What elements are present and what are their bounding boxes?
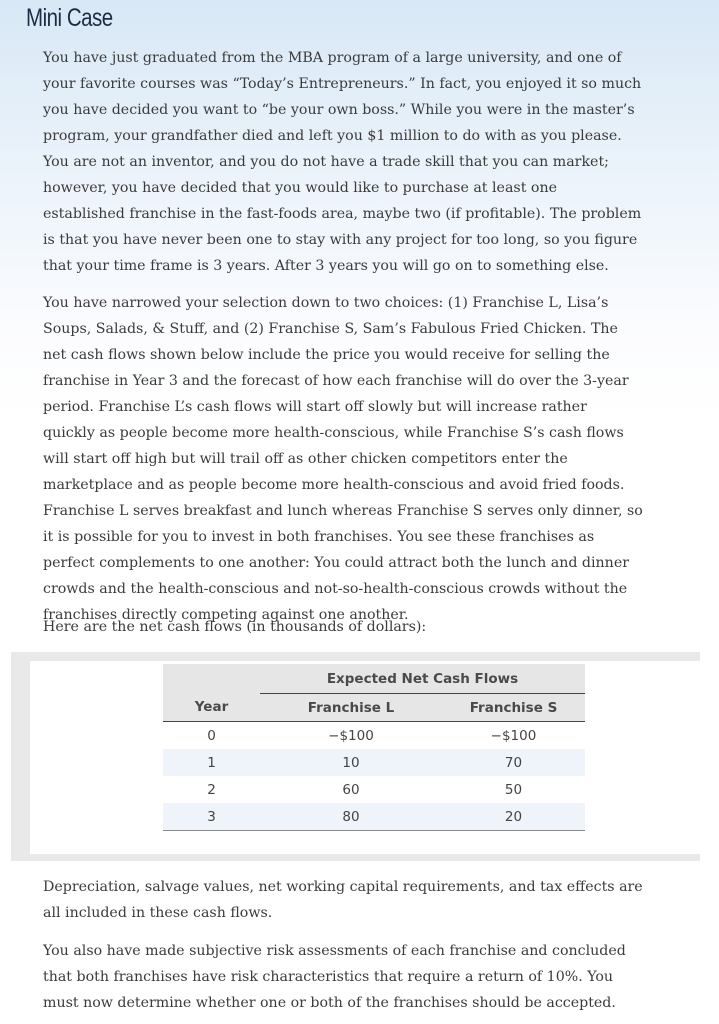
cell-franchise-l: 10 (260, 749, 442, 776)
cell-franchise-l: 80 (260, 803, 442, 831)
cell-year: 1 (163, 749, 260, 776)
paragraph-depreciation: Depreciation, salvage values, net working capital requirements, and tax effects are all included in these cash flows. (43, 879, 643, 921)
header-franchise-s: Franchise S (442, 694, 585, 722)
paragraph-risk: You also have made subjective risk assessments of each franchise and concluded that both franchises have risk characteristics that require a return of 10%. You must now determine whether one or both of the franchises should be accepted. (43, 943, 626, 1011)
header-spacer (163, 664, 260, 694)
header-year: Year (163, 694, 260, 722)
cell-franchise-s: 20 (442, 803, 585, 831)
table-row (163, 803, 585, 831)
table-container (30, 661, 702, 854)
cell-franchise-s: −$100 (490, 727, 537, 744)
cell-franchise-l: 60 (342, 781, 360, 798)
table-row (163, 749, 585, 776)
cell-year: 0 (207, 727, 216, 744)
cell-franchise-s: 50 (504, 781, 523, 798)
cell-franchise-l: −$100 (328, 727, 374, 744)
table-row (163, 776, 585, 803)
table-row (163, 722, 585, 750)
cell-year: 2 (207, 781, 216, 798)
paragraph-intro: You have just graduated from the MBA program of a large university, and one of your favorite courses was “Today’s Entrepreneurs.” In fact, you enjoyed it so much you have decided you want to “be your own boss.” While you were in the master’s program, your grandfather died and left you $1 million to do with as you please. You are not an inventor, and you do not have a trade skill that you can market; however, you have decided that you would like to purchase at least one established franchise in the fast-foods area, maybe two (if profitable). The problem is that you have never been one to stay with any project for too long, so you figure that your time frame is 3 years. After 3 years you will go on to something else. (43, 50, 642, 274)
paragraph-choices: You have narrowed your selection down to two choices: (1) Franchise L, Lisa’s Soups, Salads, & Stuff, and (2) Franchise S, Sam’s Fabulous Fried Chicken. The net cash flows shown below include the price you would receive for selling the franchise in Year 3 and the forecast of how each franchise will do over the 3-year period. Franchise L’s cash flows will start off slowly but will increase rather quickly as people become more health-conscious, while Franchise S’s cash flows will start off high but will trail off as other chicken competitors enter the marketplace and as people become more health-conscious and avoid fried foods. Franchise L serves breakfast and lunch whereas Franchise S serves only dinner, so it is possible for you to invest in both franchises. You see these franchises as perfect complements to one another: You could attract both the lunch and dinner crowds and the health-conscious and not-so-health-conscious crowds without the franchises directly competing against one another. (43, 295, 643, 623)
paragraph-table-intro: Here are the net cash flows (in thousands of dollars): (43, 619, 427, 635)
table-super-header-row (163, 664, 585, 694)
section-heading: Mini Case (26, 4, 113, 32)
header-franchise-l: Franchise L (260, 694, 442, 722)
table-panel (11, 652, 700, 861)
cash-flow-table (163, 664, 585, 831)
cell-franchise-s: 70 (442, 749, 585, 776)
header-expected-net-cash-flows: Expected Net Cash Flows (260, 664, 585, 694)
table-header-row (163, 694, 585, 722)
cell-year: 3 (163, 803, 260, 831)
